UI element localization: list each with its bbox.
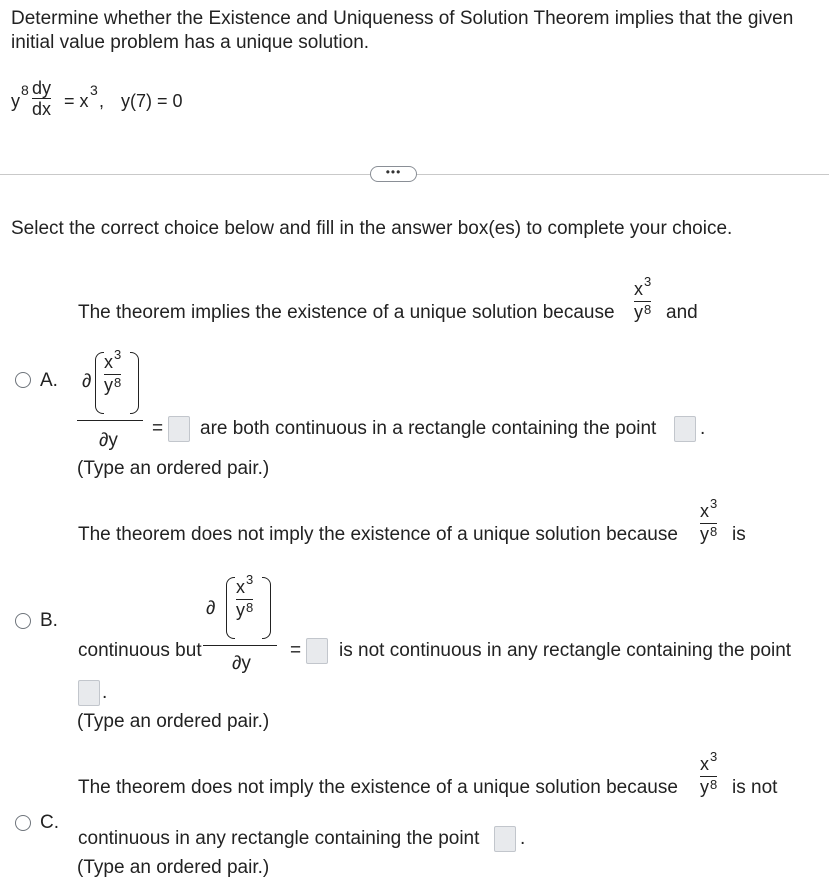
eq-initial-condition: y(7) = 0 [121,91,183,111]
option-c-hint: (Type an ordered pair.) [77,857,270,878]
option-c-is-not: is not [732,777,778,798]
option-a-inner-fraction: $x^3$ $y^8$ [104,347,122,395]
question-line-1: Determine whether the Existence and Uniqueness of Solution Theorem implies that the given [11,8,794,29]
eq-rhs: = x [64,91,89,111]
option-c-label[interactable]: C. [40,812,59,833]
eq-dy: dy [32,78,52,98]
option-b-hint: (Type an ordered pair.) [77,711,270,732]
option-a-partial-symbol: ∂ [82,371,92,392]
more-options-button[interactable]: ••• [370,166,417,182]
option-b-radio[interactable] [15,613,31,629]
option-a-and: and [666,302,698,323]
option-c-answer-box[interactable] [494,826,516,852]
option-a-text-1: The theorem implies the existence of a unique solution because [78,302,615,323]
option-b-is: is [732,524,746,545]
option-a-fraction: $x^3$ $y^8$ [634,274,652,322]
eq-y-exponent: 8 [21,82,29,98]
option-b-period: . [102,682,108,703]
eq-comma: , [99,91,105,111]
option-a-label[interactable]: A. [40,370,58,391]
question-line-2: initial value problem has a unique solution. [11,32,370,53]
eq-derivative [32,78,51,119]
option-a-radio[interactable] [15,372,31,388]
option-a-equals: = [152,418,164,439]
option-c-radio[interactable] [15,815,31,831]
option-c-text-1: The theorem does not imply the existence of a unique solution because [78,777,678,798]
option-c-fraction: $x^3$ $y^8$ [700,749,718,797]
option-a-partial-y: ∂y [99,430,118,451]
option-b-text-2: is not continuous in any rectangle containing the point [339,640,792,661]
option-a-text-2: are both continuous in a rectangle containing the point [200,418,657,439]
instruction-text: Select the correct choice below and fill in the answer box(es) to complete your choice. [11,218,733,239]
option-a-answer-box-2[interactable] [674,416,696,442]
option-c-period: . [520,828,526,849]
eq-dx: dx [32,99,52,119]
option-b-equals: = [290,640,302,661]
option-b-partial-y: ∂y [232,653,251,674]
option-a-period: . [700,418,706,439]
option-a-hint: (Type an ordered pair.) [77,458,270,479]
option-b-text-1: The theorem does not imply the existence of a unique solution because [78,524,678,545]
option-b-continuous-but: continuous but [78,640,202,661]
eq-rhs-exponent: 3 [90,82,98,98]
option-b-fraction: $x^3$ $y^8$ [700,496,718,544]
option-a-answer-box-1[interactable] [168,416,190,442]
option-c-text-2: continuous in any rectangle containing the point [78,828,480,849]
option-b-inner-fraction: $x^3$ $y^8$ [236,572,254,620]
option-b-answer-box-1[interactable] [306,638,328,664]
eq-y: y [11,91,20,111]
option-b-answer-box-2[interactable] [78,680,100,706]
option-b-label[interactable]: B. [40,610,58,631]
option-b-partial-symbol: ∂ [206,598,216,619]
